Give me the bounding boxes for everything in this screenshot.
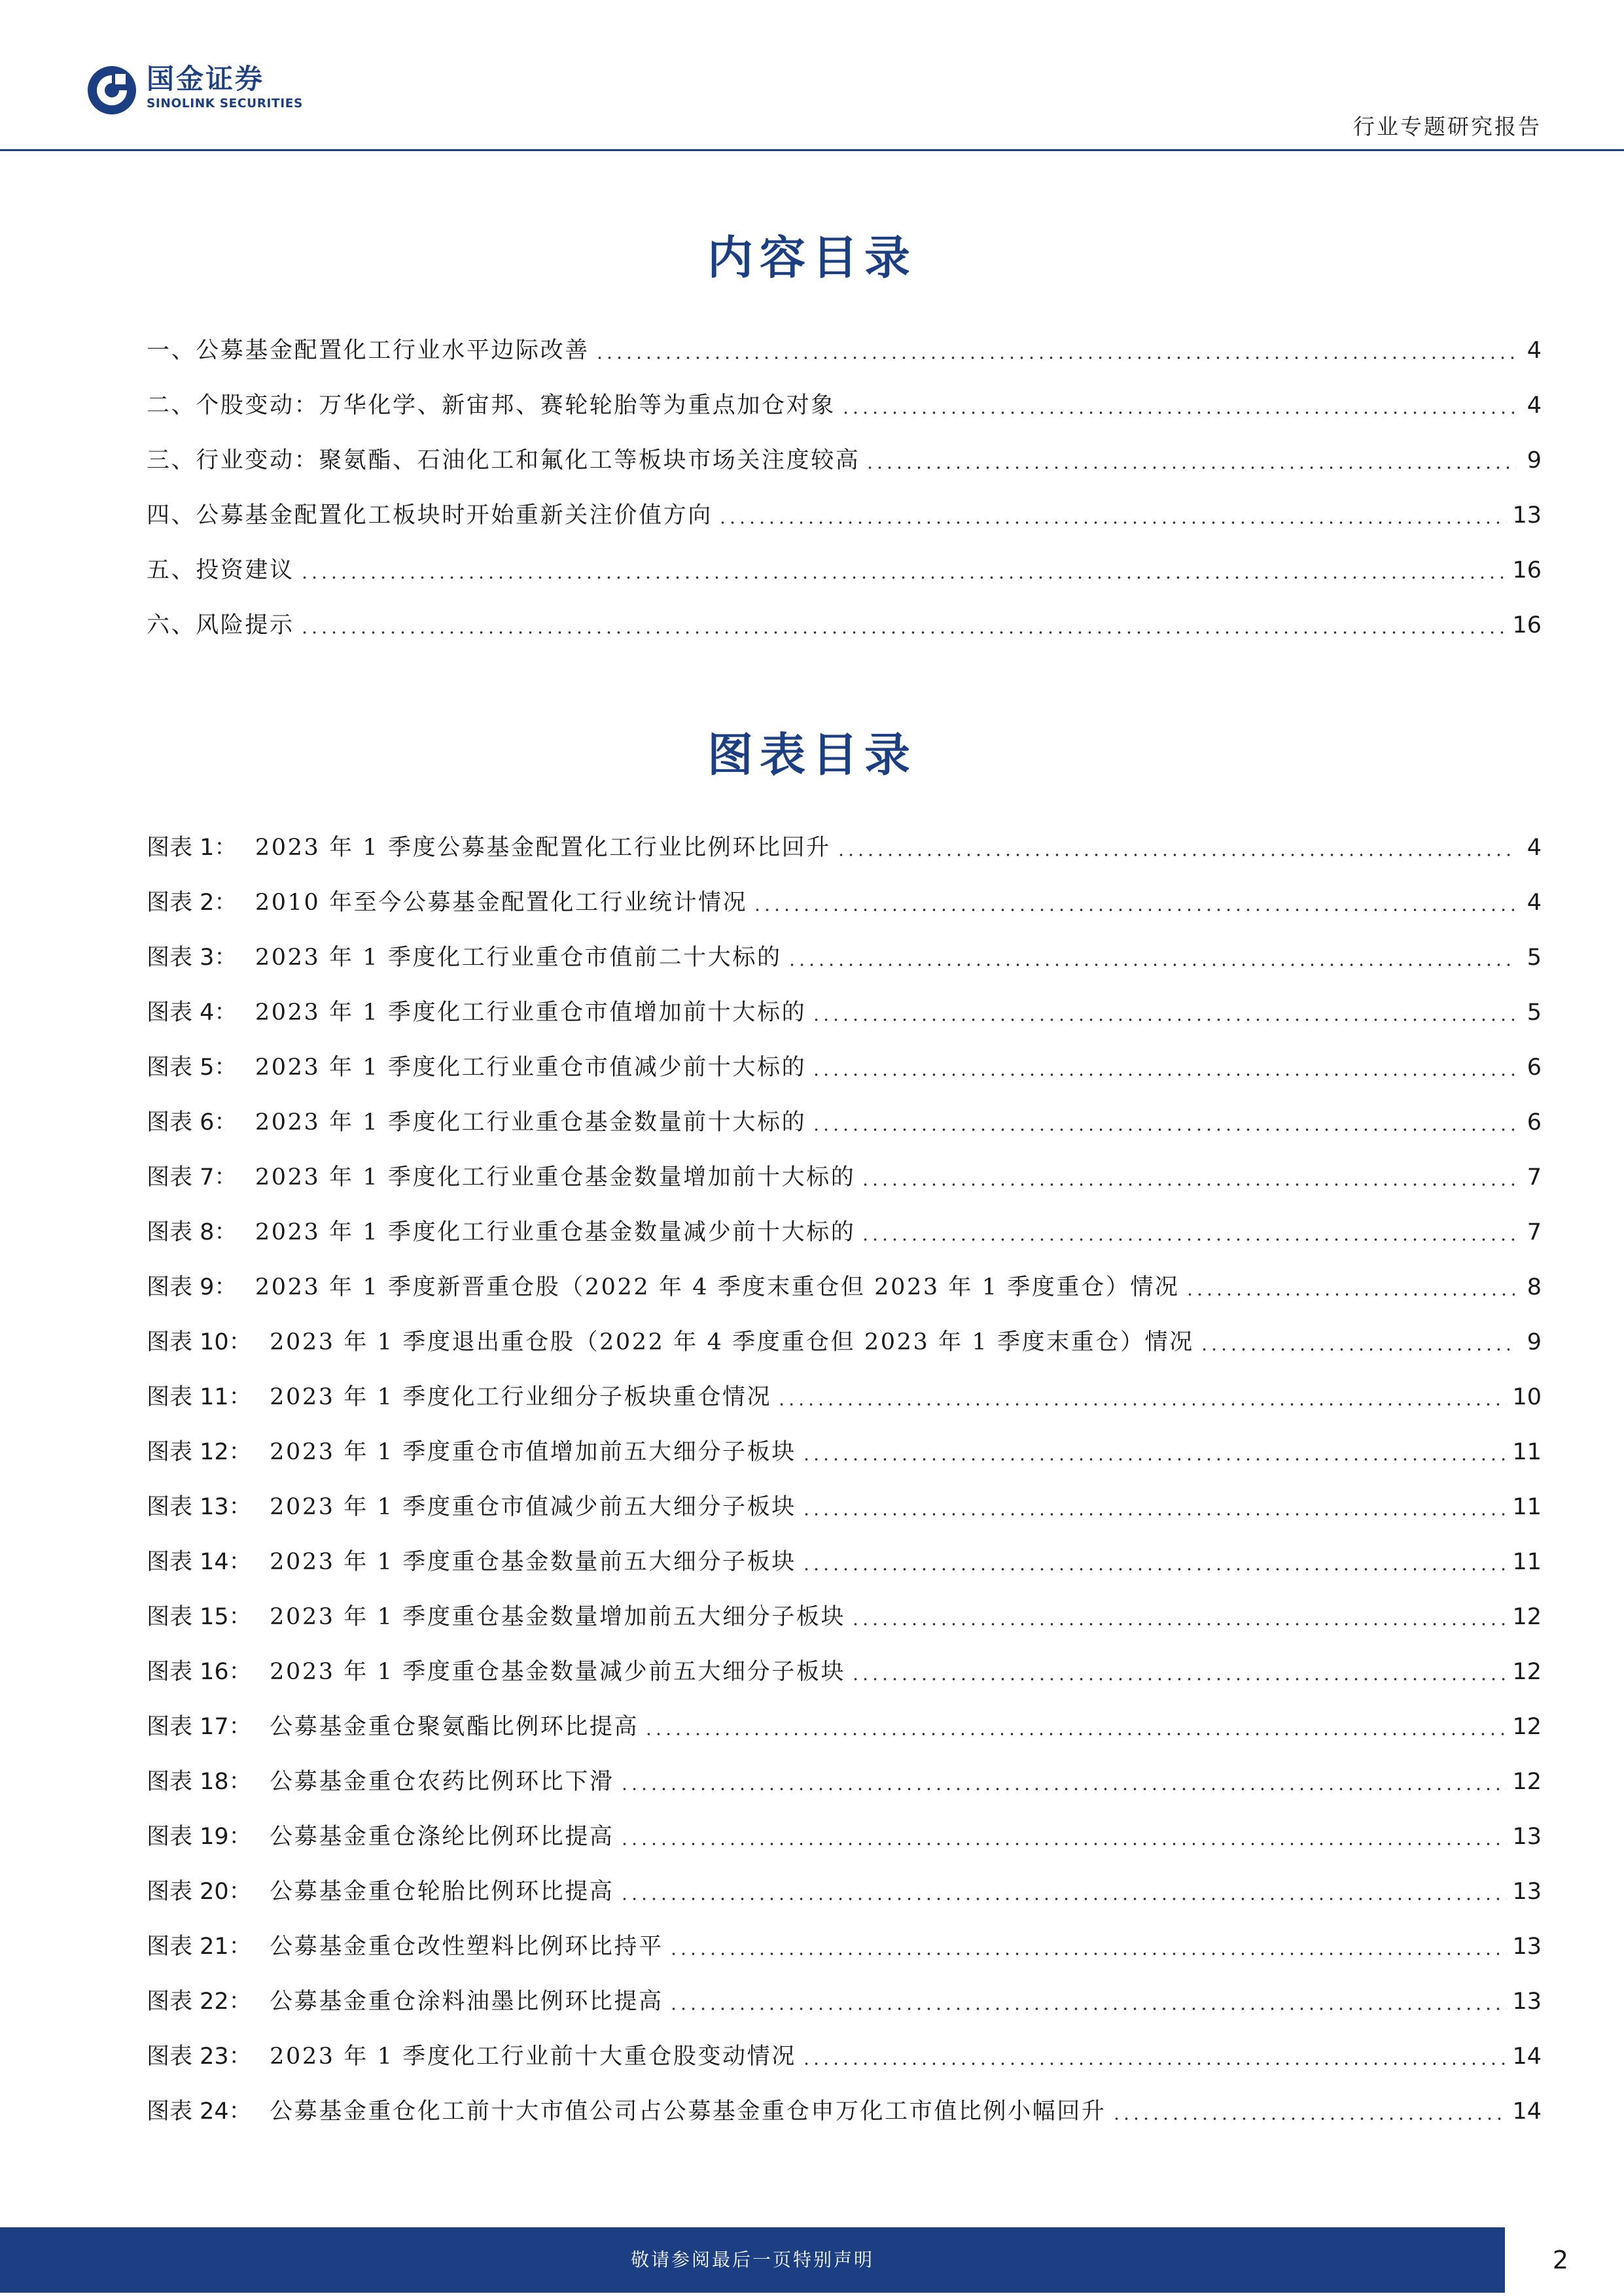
dot-leader bbox=[1199, 1348, 1517, 1351]
figure-entry-title: 公募基金重仓改性塑料比例环比持平 bbox=[270, 1934, 663, 1960]
figure-entry-label bbox=[147, 2041, 796, 2072]
contents-entry-page: 9 bbox=[1527, 447, 1542, 474]
page-header bbox=[0, 0, 1624, 152]
footer-disclaimer: 敬请参阅最后一页特别声明 bbox=[630, 2249, 874, 2270]
contents-entry-label: 六、风险提示 bbox=[147, 612, 294, 638]
figure-entry[interactable] bbox=[147, 831, 1542, 863]
figure-entry-page: 13 bbox=[1512, 1879, 1542, 1905]
figure-entry-number: 图表 4： bbox=[147, 1000, 238, 1026]
figure-entry-label bbox=[147, 997, 806, 1028]
figures-title: 图表目录 bbox=[707, 727, 917, 782]
figure-entry-number: 图表 17： bbox=[147, 1714, 252, 1740]
figure-entry-page: 14 bbox=[1512, 2044, 1542, 2070]
figure-entry-label bbox=[147, 1382, 771, 1413]
figure-entry-label bbox=[147, 1546, 796, 1578]
dot-leader bbox=[718, 521, 1508, 525]
figure-entry[interactable] bbox=[147, 1490, 1542, 1523]
figure-entry-label bbox=[147, 1711, 639, 1743]
figure-entry[interactable] bbox=[147, 1545, 1542, 1578]
figure-entry-page: 13 bbox=[1512, 1989, 1542, 2015]
figure-entry-title: 公募基金重仓聚氨酯比例环比提高 bbox=[270, 1714, 639, 1740]
figure-entry-label bbox=[147, 1327, 1194, 1358]
figure-entry-number: 图表 3： bbox=[147, 945, 238, 971]
figure-entry-title: 2023 年 1 季度重仓市值增加前五大细分子板块 bbox=[270, 1439, 796, 1465]
dot-leader bbox=[860, 1183, 1517, 1187]
figure-entry-title: 2023 年 1 季度化工行业重仓基金数量减少前十大标的 bbox=[255, 1219, 856, 1245]
logo-chinese-name: 国金证券 bbox=[147, 63, 265, 95]
figure-entry-label bbox=[147, 2096, 1106, 2127]
figure-entry-number: 图表 13： bbox=[147, 1494, 252, 1520]
figure-entry-page: 7 bbox=[1527, 1164, 1542, 1191]
dot-leader bbox=[644, 1732, 1507, 1736]
figure-entry[interactable] bbox=[147, 2095, 1542, 2127]
dot-leader bbox=[787, 963, 1517, 967]
figure-entry-number: 图表 9： bbox=[147, 1274, 238, 1300]
figure-entry-number: 图表 2： bbox=[147, 890, 238, 916]
figure-entry-page: 13 bbox=[1512, 1824, 1542, 1850]
figure-entry-title: 2023 年 1 季度重仓基金数量增加前五大细分子板块 bbox=[270, 1604, 846, 1630]
figure-entry[interactable] bbox=[147, 1215, 1542, 1248]
figure-entry-title: 2023 年 1 季度化工行业重仓市值增加前十大标的 bbox=[255, 1000, 807, 1026]
figure-entry-page: 10 bbox=[1512, 1384, 1542, 1410]
figure-entry-number: 图表 15： bbox=[147, 1604, 252, 1630]
figure-entry-title: 2023 年 1 季度退出重仓股（2022 年 4 季度重仓但 2023 年 1 季度末重仓）情况 bbox=[270, 1329, 1194, 1355]
contents-entry-label: 四、公募基金配置化工板块时开始重新关注价值方向 bbox=[147, 502, 713, 529]
dot-leader bbox=[300, 576, 1508, 580]
figure-entry[interactable] bbox=[147, 1380, 1542, 1413]
figure-entry-title: 2023 年 1 季度化工行业前十大重仓股变动情况 bbox=[270, 2044, 796, 2070]
figure-entry-page: 12 bbox=[1512, 1769, 1542, 1795]
figure-entry-number: 图表 22： bbox=[147, 1989, 252, 2015]
page-number: 2 bbox=[1552, 2246, 1569, 2274]
figure-entry-number: 图表 21： bbox=[147, 1934, 252, 1960]
figure-entry[interactable] bbox=[147, 1160, 1542, 1193]
logo-english-name: SINOLINK SECURITIES bbox=[147, 97, 303, 111]
dot-leader bbox=[802, 2062, 1508, 2066]
figure-entry-number: 图表 24： bbox=[147, 2098, 252, 2125]
dot-leader bbox=[841, 411, 1517, 415]
dot-leader bbox=[669, 2007, 1508, 2011]
dot-leader bbox=[802, 1567, 1508, 1571]
contents-entry-label: 一、公募基金配置化工行业水平边际改善 bbox=[147, 338, 590, 364]
figure-entry-title: 2023 年 1 季度新晋重仓股（2022 年 4 季度末重仓但 2023 年 1 季度重仓）情况 bbox=[255, 1274, 1180, 1300]
dot-leader bbox=[860, 1238, 1517, 1242]
contents-entry[interactable] bbox=[147, 498, 1542, 531]
figure-entry-title: 2023 年 1 季度重仓基金数量前五大细分子板块 bbox=[270, 1549, 796, 1575]
figure-entry-label bbox=[147, 942, 782, 973]
figure-entry-page: 11 bbox=[1512, 1494, 1542, 1520]
figure-entry-page: 11 bbox=[1512, 1439, 1542, 1465]
header-divider bbox=[0, 149, 1624, 151]
figure-entry[interactable] bbox=[147, 886, 1542, 918]
figure-entry-number: 图表 6： bbox=[147, 1109, 238, 1136]
figure-entry[interactable] bbox=[147, 1875, 1542, 1907]
sinolink-logo-icon bbox=[86, 65, 137, 116]
figure-entry[interactable] bbox=[147, 1765, 1542, 1798]
company-logo bbox=[86, 62, 335, 121]
dot-leader bbox=[851, 1677, 1507, 1681]
dot-leader bbox=[669, 1952, 1508, 1956]
figure-entry-page: 4 bbox=[1527, 835, 1542, 861]
figure-entry-title: 2023 年 1 季度化工行业重仓基金数量前十大标的 bbox=[255, 1109, 807, 1136]
figure-entry-page: 12 bbox=[1512, 1714, 1542, 1740]
figure-entry-page: 9 bbox=[1527, 1329, 1542, 1355]
contents-entry[interactable] bbox=[147, 608, 1542, 641]
figure-entry[interactable] bbox=[147, 2040, 1542, 2072]
figure-entry-title: 公募基金重仓轮胎比例环比提高 bbox=[270, 1879, 614, 1905]
figure-entry-page: 6 bbox=[1527, 1109, 1542, 1136]
contents-entry-page: 4 bbox=[1527, 338, 1542, 364]
figure-entry-label bbox=[147, 1821, 614, 1852]
figure-entry-label bbox=[147, 1052, 806, 1083]
figure-entry-page: 5 bbox=[1527, 1000, 1542, 1026]
figure-entry-number: 图表 20： bbox=[147, 1879, 252, 1905]
dot-leader bbox=[851, 1622, 1507, 1626]
figure-entry[interactable] bbox=[147, 1710, 1542, 1743]
dot-leader bbox=[620, 1787, 1508, 1791]
figure-entry-page: 11 bbox=[1512, 1549, 1542, 1575]
figure-entry-title: 2023 年 1 季度化工行业重仓基金数量增加前十大标的 bbox=[255, 1164, 856, 1191]
figure-entry-label bbox=[147, 1436, 796, 1468]
dot-leader bbox=[752, 908, 1517, 912]
figure-entry-label bbox=[147, 887, 747, 918]
figure-entry-title: 2023 年 1 季度重仓市值减少前五大细分子板块 bbox=[270, 1494, 796, 1520]
dot-leader bbox=[1185, 1293, 1517, 1296]
contents-entry-page: 16 bbox=[1512, 612, 1542, 638]
figure-entry-label bbox=[147, 1162, 855, 1193]
dot-leader bbox=[595, 356, 1517, 360]
figure-entry[interactable] bbox=[147, 1655, 1542, 1688]
figure-entry-number: 图表 1： bbox=[147, 835, 238, 861]
figure-entry[interactable] bbox=[147, 1930, 1542, 1962]
figure-entry-number: 图表 12： bbox=[147, 1439, 252, 1465]
figure-entry-number: 图表 11： bbox=[147, 1384, 252, 1410]
figure-entry[interactable] bbox=[147, 1325, 1542, 1358]
figure-entry[interactable] bbox=[147, 1600, 1542, 1633]
figure-entry-label bbox=[147, 1272, 1180, 1303]
figure-entry-page: 4 bbox=[1527, 890, 1542, 916]
figure-entry-number: 图表 8： bbox=[147, 1219, 238, 1245]
figure-entry-page: 7 bbox=[1527, 1219, 1542, 1245]
figure-entry-page: 14 bbox=[1512, 2098, 1542, 2125]
figure-entry-page: 12 bbox=[1512, 1659, 1542, 1685]
figure-entry-label bbox=[147, 1931, 663, 1962]
figure-entry-number: 图表 5： bbox=[147, 1054, 238, 1081]
figure-entry-number: 图表 10： bbox=[147, 1329, 252, 1355]
figure-entry-number: 图表 23： bbox=[147, 2044, 252, 2070]
figure-entry-number: 图表 7： bbox=[147, 1164, 238, 1191]
figure-entry-label bbox=[147, 1601, 845, 1633]
figure-entry-title: 公募基金重仓涂料油墨比例环比提高 bbox=[270, 1989, 663, 2015]
contents-entry-label: 三、行业变动：聚氨酯、石油化工和氟化工等板块市场关注度较高 bbox=[147, 447, 860, 474]
contents-entry[interactable] bbox=[147, 444, 1542, 476]
figure-entry-number: 图表 14： bbox=[147, 1549, 252, 1575]
dot-leader bbox=[836, 853, 1517, 857]
figure-entry-page: 5 bbox=[1527, 945, 1542, 971]
dot-leader bbox=[620, 1897, 1508, 1901]
figure-entry-label bbox=[147, 1107, 806, 1138]
figure-entry-title: 2023 年 1 季度重仓基金数量减少前五大细分子板块 bbox=[270, 1659, 846, 1685]
dot-leader bbox=[802, 1512, 1508, 1516]
contents-title: 内容目录 bbox=[707, 230, 917, 285]
figure-entry-label bbox=[147, 1656, 845, 1688]
figure-entry-title: 2023 年 1 季度化工行业重仓市值减少前十大标的 bbox=[255, 1054, 807, 1081]
figure-entry-number: 图表 18： bbox=[147, 1769, 252, 1795]
contents-entry[interactable] bbox=[147, 553, 1542, 586]
dot-leader bbox=[811, 1128, 1517, 1132]
figure-entry[interactable] bbox=[147, 1105, 1542, 1138]
contents-entry[interactable] bbox=[147, 334, 1542, 366]
figure-entry-label bbox=[147, 1491, 796, 1523]
figure-entry-title: 公募基金重仓涤纶比例环比提高 bbox=[270, 1824, 614, 1850]
figure-entry-label bbox=[147, 1876, 614, 1907]
figure-entry[interactable] bbox=[147, 1985, 1542, 2017]
dot-leader bbox=[811, 1018, 1517, 1022]
figure-entry-page: 8 bbox=[1527, 1274, 1542, 1300]
figure-entry-page: 12 bbox=[1512, 1604, 1542, 1630]
dot-leader bbox=[620, 1842, 1508, 1846]
dot-leader bbox=[811, 1073, 1517, 1077]
contents-entry-page: 16 bbox=[1512, 557, 1542, 583]
figure-entry[interactable] bbox=[147, 1270, 1542, 1303]
figure-entry-title: 2010 年至今公募基金配置化工行业统计情况 bbox=[255, 890, 748, 916]
figure-entry-number: 图表 16： bbox=[147, 1659, 252, 1685]
figure-entry[interactable] bbox=[147, 996, 1542, 1028]
figure-entry-label bbox=[147, 1986, 663, 2017]
contents-entry-label: 二、个股变动：万华化学、新宙邦、赛轮轮胎等为重点加仓对象 bbox=[147, 392, 836, 419]
figure-entry-title: 公募基金重仓化工前十大市值公司占公募基金重仓申万化工市值比例小幅回升 bbox=[270, 2098, 1106, 2125]
figure-entry[interactable] bbox=[147, 1820, 1542, 1852]
dot-leader bbox=[777, 1402, 1507, 1406]
figure-entry-title: 2023 年 1 季度公募基金配置化工行业比例环比回升 bbox=[255, 835, 831, 861]
report-type-label: 行业专题研究报告 bbox=[1353, 114, 1542, 139]
dot-leader bbox=[300, 631, 1508, 635]
figure-entry-page: 13 bbox=[1512, 1934, 1542, 1960]
contents-entry[interactable] bbox=[147, 389, 1542, 421]
figure-entry-number: 图表 19： bbox=[147, 1824, 252, 1850]
figure-entry-page: 6 bbox=[1527, 1054, 1542, 1081]
dot-leader bbox=[802, 1457, 1508, 1461]
dot-leader bbox=[865, 466, 1517, 470]
figure-entry-label bbox=[147, 832, 831, 863]
figure-entry[interactable] bbox=[147, 1051, 1542, 1083]
contents-entry-label: 五、投资建议 bbox=[147, 557, 294, 583]
figure-entry-title: 公募基金重仓农药比例环比下滑 bbox=[270, 1769, 614, 1795]
figure-entry-title: 2023 年 1 季度化工行业细分子板块重仓情况 bbox=[270, 1384, 772, 1410]
figure-entry[interactable] bbox=[147, 1435, 1542, 1468]
dot-leader bbox=[1112, 2117, 1508, 2121]
figure-entry-label bbox=[147, 1217, 855, 1248]
figure-entry-title: 2023 年 1 季度化工行业重仓市值前二十大标的 bbox=[255, 945, 782, 971]
figure-entry-label bbox=[147, 1766, 614, 1798]
contents-entry-page: 13 bbox=[1512, 502, 1542, 529]
contents-entry-page: 4 bbox=[1527, 392, 1542, 419]
figure-entry[interactable] bbox=[147, 941, 1542, 973]
